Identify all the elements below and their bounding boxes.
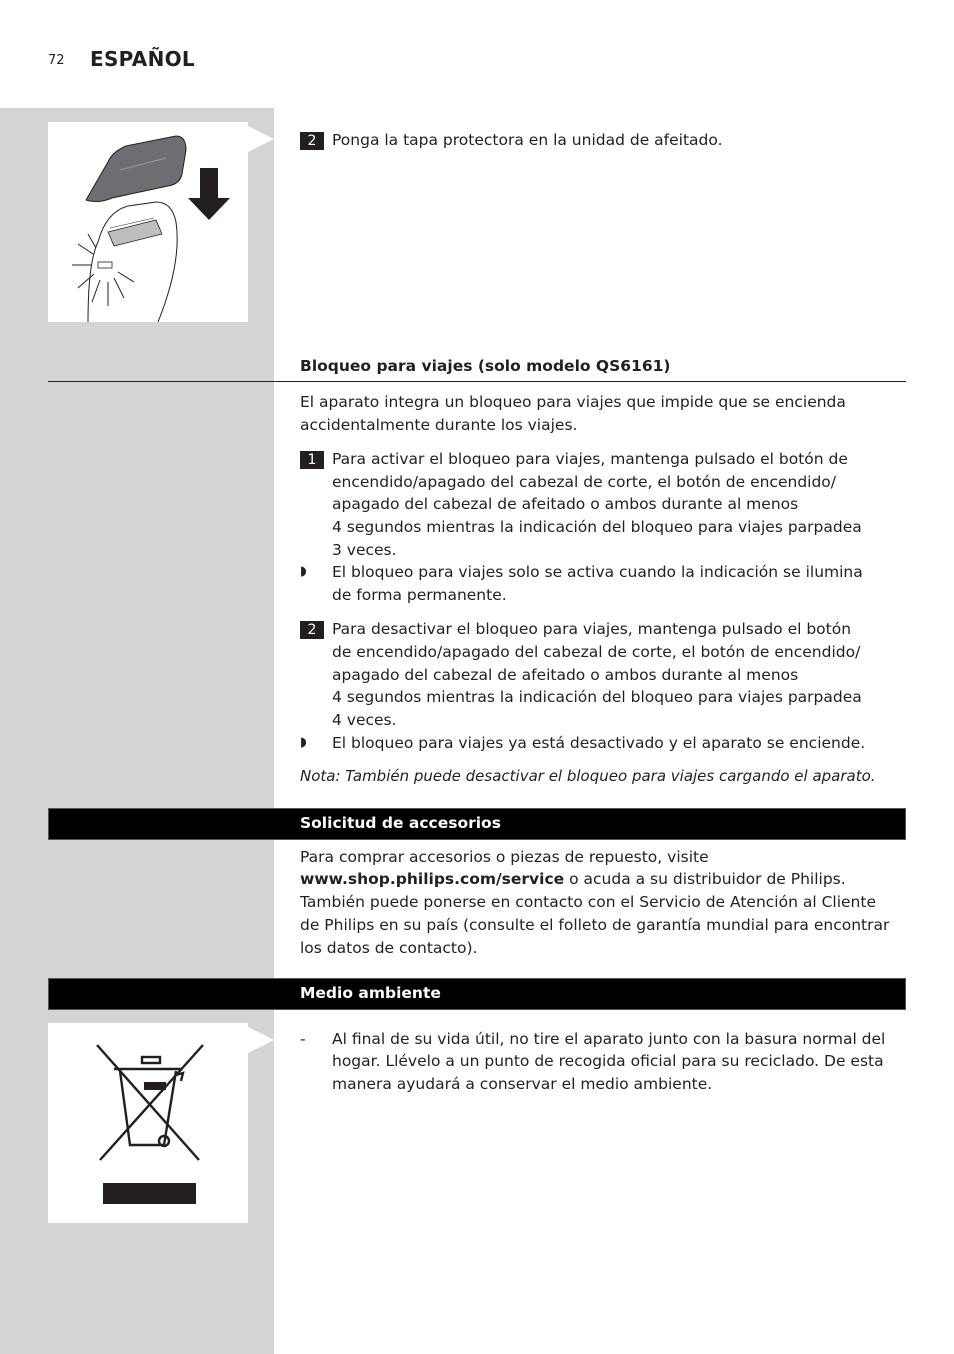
step-text-line: encendido/apagado del cabezal de corte, el botón de encendido/ [332, 473, 837, 491]
list-dash: - [300, 1030, 306, 1048]
accessories-text-line: Para comprar accesorios o piezas de repuesto, visite [300, 848, 709, 866]
result-bullet-icon: ◗ [300, 564, 307, 579]
crossed-out-wheelie-bin-icon [48, 1023, 248, 1223]
step-text-line: de encendido/apagado del cabezal de corte, el botón de encendido/ [332, 643, 861, 661]
section-bar-accessories [48, 808, 906, 840]
result-text-line: de forma permanente. [332, 586, 507, 604]
result-bullet-icon: ◗ [300, 735, 307, 750]
shaver-cap-icon [48, 122, 248, 322]
result-text-line: El bloqueo para viajes solo se activa cuando la indicación se ilumina [332, 563, 863, 581]
step-text-line: Para activar el bloqueo para viajes, mantenga pulsado el botón de [332, 450, 848, 468]
accessories-text-line [300, 868, 846, 891]
recycling-illustration [48, 1023, 248, 1223]
step-text-line: 4 segundos mientras la indicación del bloqueo para viajes parpadea [332, 688, 862, 706]
section-heading-environment: Medio ambiente [300, 984, 441, 1002]
accessories-text-line: los datos de contacto). [300, 939, 478, 957]
accessories-text-line: También puede ponerse en contacto con el Servicio de Atención al Cliente [300, 893, 876, 911]
section-heading-accessories: Solicitud de accesorios [300, 814, 501, 832]
environment-text-line: hogar. Llévelo a un punto de recogida oficial para su reciclado. De esta [332, 1052, 884, 1070]
step-text-line: 3 veces. [332, 541, 397, 559]
step-text-line: apagado del cabezal de afeitado o ambos durante al menos [332, 666, 799, 684]
intro-line: accidentalmente durante los viajes. [300, 416, 578, 434]
note-text: Nota: También puede desactivar el bloqueo para viajes cargando el aparato. [300, 767, 876, 785]
step-text: Ponga la tapa protectora en la unidad de afeitado. [332, 131, 723, 149]
environment-text-line: Al final de su vida útil, no tire el aparato junto con la basura normal del [332, 1030, 886, 1048]
page-number: 72 [48, 53, 65, 68]
accessories-url-link[interactable]: www.shop.philips.com/service [300, 870, 565, 888]
step-text-line: 4 veces. [332, 711, 397, 729]
shaver-cap-illustration [48, 122, 248, 322]
section-rule [48, 381, 906, 382]
intro-line: El aparato integra un bloqueo para viajes que impide que se encienda [300, 393, 846, 411]
environment-text-line: manera ayudará a conservar el medio ambiente. [332, 1075, 713, 1093]
section-bar-environment [48, 978, 906, 1010]
page-language-title: ESPAÑOL [90, 47, 195, 71]
step-text-line: apagado del cabezal de afeitado o ambos durante al menos [332, 495, 799, 513]
section-heading-travel-lock: Bloqueo para viajes (solo modelo QS6161) [300, 357, 671, 375]
illustration-pointer [248, 126, 274, 152]
step-text-line: 4 segundos mientras la indicación del bloqueo para viajes parpadea [332, 518, 862, 536]
step-number-badge: 2 [300, 621, 324, 639]
result-text-line: El bloqueo para viajes ya está desactivado y el aparato se enciende. [332, 734, 866, 752]
step-text-line: Para desactivar el bloqueo para viajes, mantenga pulsado el botón [332, 620, 852, 638]
accessories-text-rest: o acuda a su distribuidor de Philips. [564, 870, 846, 888]
step-number-badge: 2 [300, 132, 324, 150]
accessories-text-line: de Philips en su país (consulte el folleto de garantía mundial para encontrar [300, 916, 890, 934]
step-number-badge: 1 [300, 451, 324, 469]
illustration-pointer [248, 1027, 274, 1053]
